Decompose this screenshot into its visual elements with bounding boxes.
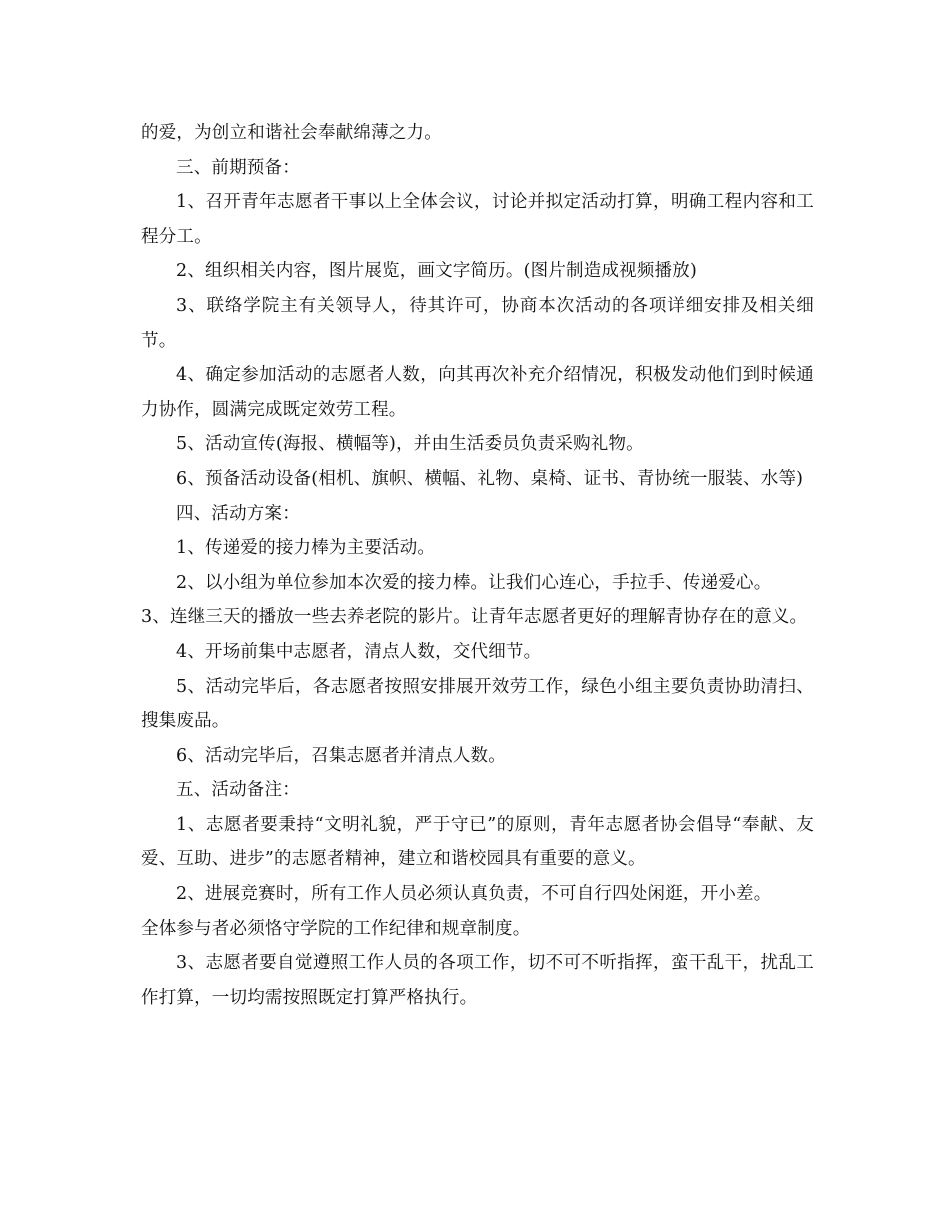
paragraph: 5、活动完毕后，各志愿者按照安排展开效劳工作，绿色小组主要负责协助清扫、搜集废品。 [141, 676, 814, 732]
paragraph: 2、以小组为单位参加本次爱的接力棒。让我们心连心，手拉手、传递爱心。 [176, 572, 772, 593]
paragraph: 6、活动完毕后，召集志愿者并清点人数。 [176, 745, 506, 766]
paragraph: 5、活动宣传(海报、横幅等)，并由生活委员负责采购礼物。 [176, 434, 644, 455]
paragraph: 3、联络学院主有关领导人，待其许可，协商本次活动的各项详细安排及相关细节。 [141, 295, 814, 351]
section-heading: 四、活动方案： [176, 503, 300, 524]
section-heading: 五、活动备注： [176, 780, 300, 801]
document-page [141, 116, 814, 1015]
paragraph: 2、进展竞赛时，所有工作人员必须认真负责，不可自行四处闲逛，开小差。 [176, 884, 772, 905]
paragraph: 4、开场前集中志愿者，清点人数，交代细节。 [176, 641, 542, 662]
paragraph: 1、志愿者要秉持“文明礼貌，严于守已”的原则，青年志愿者协会倡导“奉献、友爱、互助、进步”的志愿者精神，建立和谐校园具有重要的意义。 [141, 814, 814, 870]
paragraph: 4、确定参加活动的志愿者人数，向其再次补充介绍情况，积极发动他们到时候通力协作，圆满完成既定效劳工程。 [141, 365, 814, 420]
paragraph: 全体参与者必须恪守学院的工作纪律和规章制度。 [141, 918, 531, 939]
paragraph: 2、组织相关内容，图片展览，画文字简历。(图片制造成视频播放) [176, 261, 697, 282]
paragraph: 的爱，为创立和谐社会奉献绵薄之力。 [141, 123, 442, 143]
section-heading: 三、前期预备： [176, 157, 300, 178]
paragraph: 1、传递爱的接力棒为主要活动。 [176, 538, 436, 559]
paragraph: 3、志愿者要自觉遵照工作人员的各项工作，切不可不听指挥，蛮干乱干，扰乱工作打算，一切均需按照既定打算严格执行。 [141, 953, 814, 1008]
paragraph: 6、预备活动设备(相机、旗帜、横幅、礼物、桌椅、证书、青协统一服装、水等) [176, 468, 804, 489]
paragraph: 1、召开青年志愿者干事以上全体会议，讨论并拟定活动打算，明确工程内容和工程分工。 [141, 192, 814, 247]
paragraph: 3、连继三天的播放一些去养老院的影片。让青年志愿者更好的理解青协存在的意义。 [141, 607, 808, 628]
